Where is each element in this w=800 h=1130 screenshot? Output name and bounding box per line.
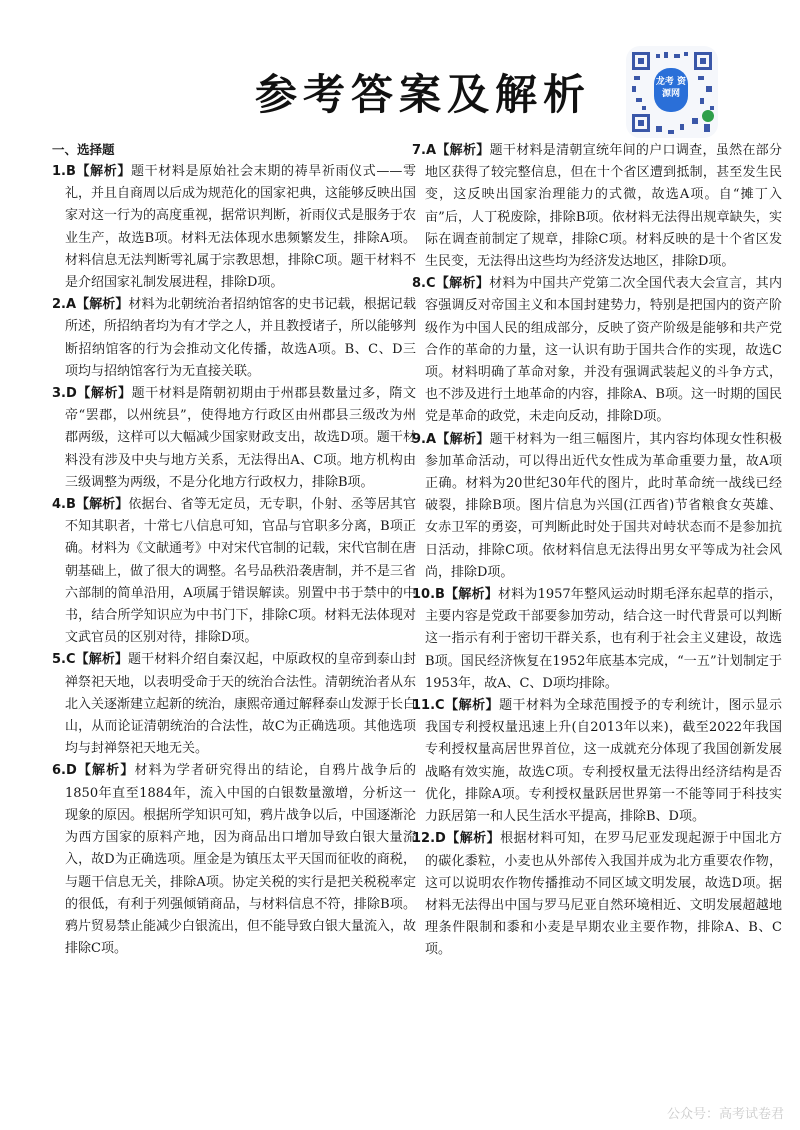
analysis-tag: 【解析】 (444, 587, 498, 603)
answer-item (412, 273, 782, 428)
analysis-tag: 【解析】 (75, 652, 129, 668)
analysis-tag: 【解析】 (444, 698, 500, 714)
qr-code[interactable] (626, 46, 718, 138)
answer-item (412, 584, 782, 695)
analysis-tag: 【解析】 (76, 297, 129, 313)
analysis-tag: 【解析】 (76, 763, 135, 779)
left-column (52, 140, 416, 960)
answer-number: 10.B (412, 587, 445, 603)
right-column (412, 140, 782, 962)
answer-number: 2.A (52, 297, 77, 313)
analysis-tag: 【解析】 (445, 831, 501, 847)
analysis-text: 题干材料是隋朝初期由于州郡县数量过多，隋文帝“罢郡，以州统县”，使得地方行政区由州郡县三级改为州郡两级，这样可以大幅减少国家财政支出，故选D项。题干材料没有涉及中央与地方关系，无法得出A、C项。地方机构由三级调整为两级，不是分化地方行政权力，排除B项。 (65, 386, 416, 490)
page-title: 参考答案及解析 (255, 70, 592, 119)
answer-number: 4.B (52, 497, 76, 513)
analysis-text: 题干材料介绍自秦汉起，中原政权的皇帝到泰山封禅祭祀天地，以表明受命于天的统治合法性。清朝统治者从东北入关逐渐建立起新的统治，康熙帝通过解释泰山发源于长白山，从而论证清朝统治的合法性，故C为正确选项。其他选项均与封禅祭祀天地无关。 (65, 652, 417, 757)
answer-item (412, 140, 782, 273)
analysis-text: 题干材料为全球范围授予的专利统计，图示显示我国专利授权量迅速上升(自2013年以来)，截至2022年我国专利授权量高居世界首位，这一成就充分体现了我国创新发展战略有效实施，故选C项。专利授权量无法得出经济结构是否优化，排除A项。专利授权量跃居世界第一不能等同于科技实力跃居第一和人民生活水平提高，排除B、D项。 (425, 698, 782, 825)
analysis-tag: 【解析】 (75, 497, 129, 513)
analysis-tag: 【解析】 (435, 276, 490, 292)
answer-number: 9.A (412, 431, 437, 447)
answer-number: 7.A (412, 143, 437, 158)
analysis-text: 依据台、省等无定员，无专职，仆射、丞等居其官不知其职者，十常七八信息可知，官品与官职多分离，B项正确。材料为《文献通考》中对宋代官制的记载，宋代官制在唐朝基础上，做了很大的调整。名号品秩沿袭唐制，并不是三省六部制的简单沿用，A项属于错误解读。别置中书于禁中的中书，结合所学知识应为中书门下，排除C项。材料无法体现对文武官员的区别对待，排除D项。 (65, 497, 417, 646)
section-title: 一、选择题 (52, 142, 115, 157)
analysis-text: 题干材料是清朝宣统年间的户口调查，虽然在部分地区获得了较完整信息，但在十个省区遭到抵制，甚至发生民变，这反映出国家治理能力的式微，故选A项。自“摊丁入亩”后，人丁税废除，排除B项。依材料无法得出规章缺失，实际在调查前制定了规章，排除C项。材料反映的是十个省区发生民变，无法得出这些均为经济发达地区，排除D项。 (425, 143, 782, 270)
answer-number: 11.C (412, 698, 445, 714)
analysis-tag: 【解析】 (436, 431, 490, 447)
answer-number: 6.D (52, 763, 77, 779)
analysis-text: 根据材料可知，在罗马尼亚发现起源于中国北方的碳化黍粒，小麦也从外部传入我国并成为北方重要农作物，这可以说明农作物传播推动不同区域文明发展，故选D项。据材料无法得出中国与罗马尼亚自然环境相近、文明发展超越地理条件限制和黍和小麦是早期农业主要作物，排除A、B、C项。 (425, 831, 782, 958)
page-header (0, 40, 800, 130)
answer-list-right (412, 140, 782, 962)
answer-item (412, 429, 782, 584)
answer-item (52, 494, 416, 649)
answer-number: 8.C (412, 276, 436, 292)
analysis-tag: 【解析】 (436, 143, 490, 158)
answer-item (52, 649, 416, 760)
answer-list-left (52, 161, 416, 960)
analysis-text: 材料为北朝统治者招纳馆客的史书记载，根据记载所述，所招纳者均为有才学之人，并且教授诸子，所以能够判断招纳馆客的行为会推动文化传播，故选A项。B、C、D三项均与招纳馆客行为无直接关联。 (65, 297, 417, 379)
answer-number: 1.B (52, 164, 76, 179)
analysis-text: 材料为中国共产党第二次全国代表大会宣言，其内容强调反对帝国主义和本国封建势力，特别是把国内的资产阶级作为中国人民的组成部分，反映了资产阶级是能够和共产党合作的革命的力量，这一认识有助于国共合作的实现，故选C项。材料明确了革命对象，并没有强调武装起义的斗争方式，也不涉及进行土地革命的内容，排除A、B项。这一时期的国民党是革命的政党，未走向反动，排除D项。 (425, 276, 782, 425)
answer-number: 5.C (52, 652, 76, 668)
qr-logo: 龙考 资源网 (654, 68, 688, 112)
answer-item (52, 294, 416, 383)
analysis-tag: 【解析】 (76, 386, 132, 402)
answer-item (412, 828, 782, 961)
analysis-text: 材料为学者研究得出的结论，自鸦片战争后的1850年直至1884年，流入中国的白银数量激增，分析这一现象的原因。根据所学知识可知，鸦片战争以后，中国逐渐沦为西方国家的原料产地，因为商品出口增加导致白银大量流入，故D为正确选项。厘金是为镇压太平天国而征收的商税，与题干信息无关，排除A项。协定关税的实行是把关税税率定的很低，有利于列强倾销商品，与材料信息不符，排除B项。鸦片贸易禁止能减少白银流出，但不能导致白银大量流入，故排除C项。 (65, 763, 417, 957)
analysis-tag: 【解析】 (75, 164, 132, 179)
answer-number: 12.D (412, 831, 446, 847)
answer-item (52, 383, 416, 494)
answer-item (52, 161, 416, 294)
answer-number: 3.D (52, 386, 77, 402)
answer-item (52, 760, 416, 960)
answer-item (412, 695, 782, 828)
analysis-text: 材料为1957年整风运动时期毛泽东起草的指示，主要内容是党政干部要参加劳动，结合这一时代背景可以判断这一指示有利于密切干群关系，也有利于社会主义建设，故选B项。国民经济恢复在1952年底基本完成，“一五”计划制定于1953年，故A、C、D项均排除。 (425, 587, 782, 691)
watermark: 公众号：高考试卷君 (666, 1107, 784, 1122)
analysis-text: 题干材料是原始社会末期的祷旱祈雨仪式——雩礼，并且自商周以后成为规范化的国家祀典，这能够反映出国家对这一行为的高度重视，据常识判断，祈雨仪式是服务于农业生产，故选B项。材料无法体现水患频繁发生，排除A项。材料信息无法判断雩礼属于宗教思想，排除C项。题干材料不是介绍国家礼制发展进程，排除D项。 (65, 164, 417, 291)
analysis-text: 题干材料为一组三幅图片，其内容均体现女性积极参加革命活动，可以得出近代女性成为革命重要力量，故A项正确。材料为20世纪30年代的图片，此时革命统一战线已经破裂，排除B项。图片信息为兴国(江西省)节省粮食女英雄、女赤卫军的勇姿，可判断此时处于国共对峙状态而不是参加抗日活动，排除C项。依材料信息无法得出男女平等成为社会风尚，排除D项。 (425, 431, 782, 580)
